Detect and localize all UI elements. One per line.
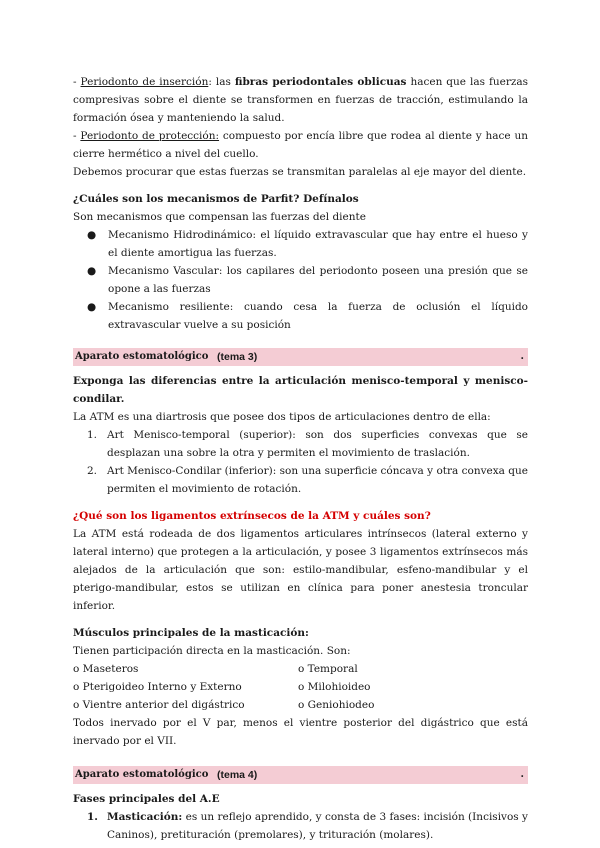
band-period: .: [520, 769, 524, 780]
bullet-icon: ●: [87, 265, 97, 277]
list-item: o Temporal: [298, 663, 358, 675]
musculos-right-column: [298, 660, 528, 714]
parfit-heading: ¿Cuáles son los mecanismos de Parfit? Defínalos: [73, 193, 359, 205]
list-item: o Milohioideo: [298, 681, 371, 693]
section-band-tema4: [73, 766, 528, 784]
musculos-columns: [73, 660, 528, 714]
fases-list: [73, 808, 528, 844]
forces-note: Debemos procurar que estas fuerzas se transmitan paralelas al eje mayor del diente.: [73, 166, 527, 178]
atm-intro: La ATM es una diartrosis que posee dos tipos de articulaciones dentro de ella:: [73, 411, 491, 423]
section-band-tema3: [73, 348, 528, 366]
parfit-list: [73, 226, 528, 334]
band-label: Aparato estomatológico: [75, 769, 209, 780]
list-item: o Maseteros: [73, 663, 139, 675]
proteccion-text: compuesto por encía libre que rodea al diente y hace un cierre hermético a nivel del cuello.: [73, 130, 528, 160]
band-tema: (tema 3): [217, 351, 258, 363]
insercion-text: hacen que las fuerzas compresivas sobre el diente se transformen en fuerzas de tracción, estimulando la formación ósea y manteniendo la salud.: [73, 76, 529, 124]
list-item: ● Mecanismo Hidrodinámico: el líquido extravascular que hay entre el hueso y el diente amortigua las fuerzas.: [73, 226, 528, 262]
musculos-left-column: [73, 660, 298, 714]
insercion-bold: fibras periodontales oblicuas: [234, 76, 407, 88]
atm-heading: Exponga las diferencias entre la articulación menisco-temporal y menisco-condilar.: [73, 375, 528, 405]
parfit-intro: Son mecanismos que compensan las fuerzas del diente: [73, 211, 366, 223]
bullet-icon: ●: [87, 229, 97, 241]
band-label: Aparato estomatológico: [75, 351, 209, 362]
fases-heading: Fases principales del A.E: [73, 793, 220, 805]
musculos-heading: Músculos principales de la masticación:: [73, 627, 309, 639]
fase-label: Masticación:: [107, 811, 183, 823]
list-item: ● Mecanismo Vascular: los capilares del periodonto poseen una presión que se opone a las fuerzas: [73, 262, 528, 298]
band-period: .: [520, 351, 524, 362]
list-item: 2. Art Menisco-Condilar (inferior): son una superficie cóncava y otra convexa que permiten el movimiento de rotación.: [87, 465, 528, 495]
bullet-icon: ●: [87, 301, 97, 313]
atm-list: [73, 426, 528, 498]
insercion-paragraph: - Periodonto de inserción: las fibras periodontales oblicuas hacen que las fuerzas compresivas sobre el diente se transformen en fuerzas de tracción, estimulando la formación ósea y manteniendo la salud.: [73, 76, 529, 124]
musculos-intro: Tienen participación directa en la masticación. Son:: [73, 645, 351, 657]
list-item: ● Mecanismo resiliente: cuando cesa la fuerza de oclusión el líquido extravascular vuelve a su posición: [73, 298, 528, 334]
musculos-note: Todos inervado por el V par, menos el vientre posterior del digástrico que está inervado por el VII.: [73, 717, 528, 747]
document-page: [73, 73, 528, 844]
band-tema: (tema 4): [217, 769, 258, 781]
ligamentos-text: La ATM está rodeada de dos ligamentos articulares intrínsecos (lateral externo y lateral interno) que protegen a la articulación, y posee 3 ligamentos extrínsecos más alejados de la articulación que son: estilo-mandibular, esfeno-mandibular y el pterigo-mandibular, estos se utilizan en clínica para poner anestesia troncular inferior.: [73, 528, 528, 612]
list-item: o Geniohiodeo: [298, 699, 375, 711]
ligamentos-heading: ¿Qué son los ligamentos extrínsecos de la ATM y cuáles son?: [73, 510, 431, 522]
insercion-label: Periodonto de inserción: [80, 76, 209, 88]
list-item: o Pterigoideo Interno y Externo: [73, 681, 242, 693]
list-item: o Vientre anterior del digástrico: [73, 699, 245, 711]
proteccion-paragraph: - Periodonto de protección: compuesto por encía libre que rodea al diente y hace un cierre hermético a nivel del cuello.: [73, 130, 528, 160]
list-item: 1. Masticación: es un reflejo aprendido, y consta de 3 fases: incisión (Incisivos y Caninos), pretituración (premolares), y trituración (molares).: [87, 811, 528, 841]
proteccion-label: Periodonto de protección:: [80, 130, 220, 142]
list-item: 1. Art Menisco-temporal (superior): son dos superficies convexas que se desplazan una sobre la otra y permiten el movimiento de traslación.: [87, 429, 528, 459]
